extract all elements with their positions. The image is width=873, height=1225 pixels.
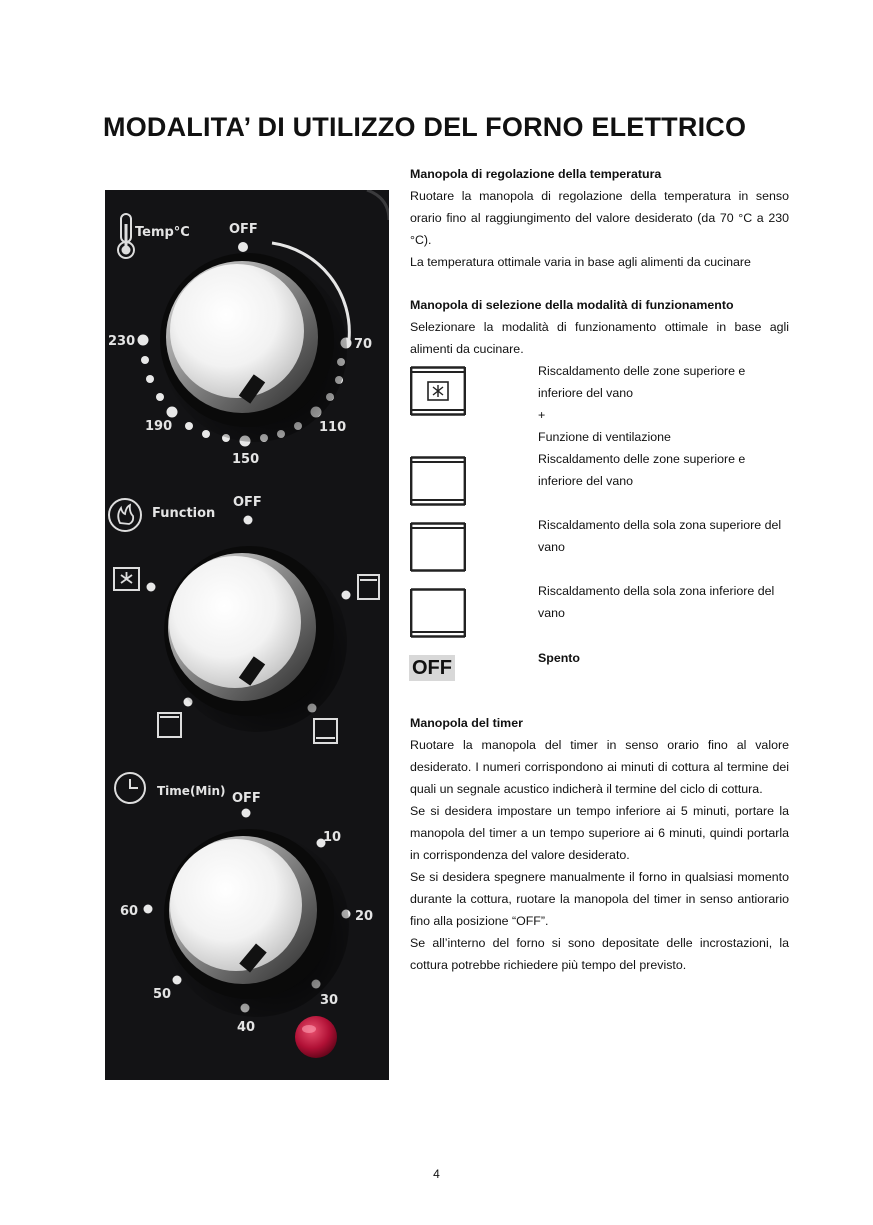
timer-40-label: 40 — [237, 1020, 256, 1035]
panel-bottom-mode-icon — [314, 719, 337, 743]
flame-icon — [109, 499, 141, 531]
temperature-heading: Manopola di regolazione della temperatura — [410, 167, 662, 181]
temp-150-label: 150 — [232, 452, 260, 467]
timer-section — [410, 712, 789, 976]
timer-60-label: 60 — [120, 904, 139, 919]
off-mode-badge: OFF — [409, 655, 455, 681]
mode-bottom-line-1: Riscaldamento della sola zona inferiore del — [538, 584, 775, 598]
page-title: MODALITA’ DI UTILIZZO DEL FORNO ELETTRICO — [103, 112, 747, 142]
thermometer-icon — [118, 214, 134, 258]
timer-50-label: 50 — [153, 987, 172, 1002]
timer-20-label: 20 — [355, 909, 374, 924]
timer-knob[interactable] — [164, 829, 349, 1017]
function-section — [410, 294, 789, 360]
mode-bottom-description — [538, 580, 790, 624]
timer-label: Time(Min) — [157, 784, 226, 798]
panel-top-mode-icon — [158, 713, 181, 737]
temperature-paragraph-2: La temperatura ottimale varia in base agli alimenti da cucinare — [410, 255, 751, 269]
mode-fan-line-4: Funzione di ventilazione — [538, 430, 671, 444]
mode-fan-description — [538, 360, 790, 448]
page-number: 4 — [433, 1167, 440, 1181]
timer-off-label: OFF — [232, 791, 261, 806]
temperature-section — [410, 163, 789, 273]
mode-top-bottom-description — [538, 448, 790, 492]
oven-top-icon — [410, 522, 466, 572]
mode-fan-line-2: inferiore del vano — [538, 386, 634, 400]
temp-110-label: 110 — [319, 420, 347, 435]
temperature-knob[interactable] — [160, 253, 347, 442]
timer-30-label: 30 — [320, 993, 339, 1008]
mode-bottom-line-2: vano — [538, 606, 565, 620]
mode-fan-line-3: + — [538, 408, 546, 422]
timer-heading: Manopola del timer — [410, 716, 523, 730]
panel-fan-mode-icon — [114, 568, 139, 590]
temp-off-label: OFF — [229, 222, 258, 237]
mode-top-bottom-line-2: inferiore del vano — [538, 474, 634, 488]
temperature-paragraph-1: Ruotare la manopola di regolazione della temperatura in senso orario fino al raggiungimento del valore desiderato (da 70 °C a 230 °C). — [410, 189, 789, 247]
clock-icon — [115, 773, 145, 803]
timer-paragraph-1: Ruotare la manopola del timer in senso orario fino al valore desiderato. I numeri corrispondono ai minuti di cottura al termine dei quali un segnale acustico indicherà il termine del ciclo di cottura. — [410, 738, 789, 796]
mode-top-line-2: vano — [538, 540, 565, 554]
oven-bottom-icon — [410, 588, 466, 638]
timer-paragraph-2: Se si desidera impostare un tempo inferiore ai 5 minuti, portare la manopola del timer a un tempo superiore ai 6 minuti, quindi portarla in corrispondenza del valore desiderato. — [410, 804, 789, 862]
timer-paragraph-3: Se si desidera spegnere manualmente il forno in qualsiasi momento durante la cottura, ruotare la manopola del timer in senso antiorario fino alla posizione “OFF”. — [410, 870, 789, 928]
off-mode-label: Spento — [538, 651, 580, 665]
function-label: Function — [152, 506, 216, 521]
oven-control-panel — [105, 190, 389, 1080]
oven-fan-icon — [410, 366, 466, 416]
panel-top-bottom-mode-icon — [358, 575, 379, 599]
function-heading: Manopola di selezione della modalità di funzionamento — [410, 298, 734, 312]
timer-10-label: 10 — [323, 830, 342, 845]
mode-top-description — [538, 514, 790, 558]
mode-top-bottom-line-1: Riscaldamento delle zone superiore e — [538, 452, 746, 466]
temp-label: Temp°C — [135, 225, 190, 240]
temp-230-label: 230 — [108, 334, 136, 349]
oven-top-bottom-icon — [410, 456, 466, 506]
temp-190-label: 190 — [145, 419, 173, 434]
mode-top-line-1: Riscaldamento della sola zona superiore del — [538, 518, 782, 532]
function-off-label: OFF — [233, 495, 262, 510]
power-indicator-light — [295, 1016, 337, 1058]
mode-fan-line-1: Riscaldamento delle zone superiore e — [538, 364, 746, 378]
control-panel-drawing — [105, 190, 389, 1080]
temp-70-label: 70 — [354, 337, 373, 352]
function-paragraph-1: Selezionare la modalità di funzionamento ottimale in base agli alimenti da cucinare. — [410, 320, 789, 356]
timer-paragraph-4: Se all’interno del forno si sono depositate delle incrostazioni, la cottura potrebbe richiedere più tempo del previsto. — [410, 936, 789, 972]
